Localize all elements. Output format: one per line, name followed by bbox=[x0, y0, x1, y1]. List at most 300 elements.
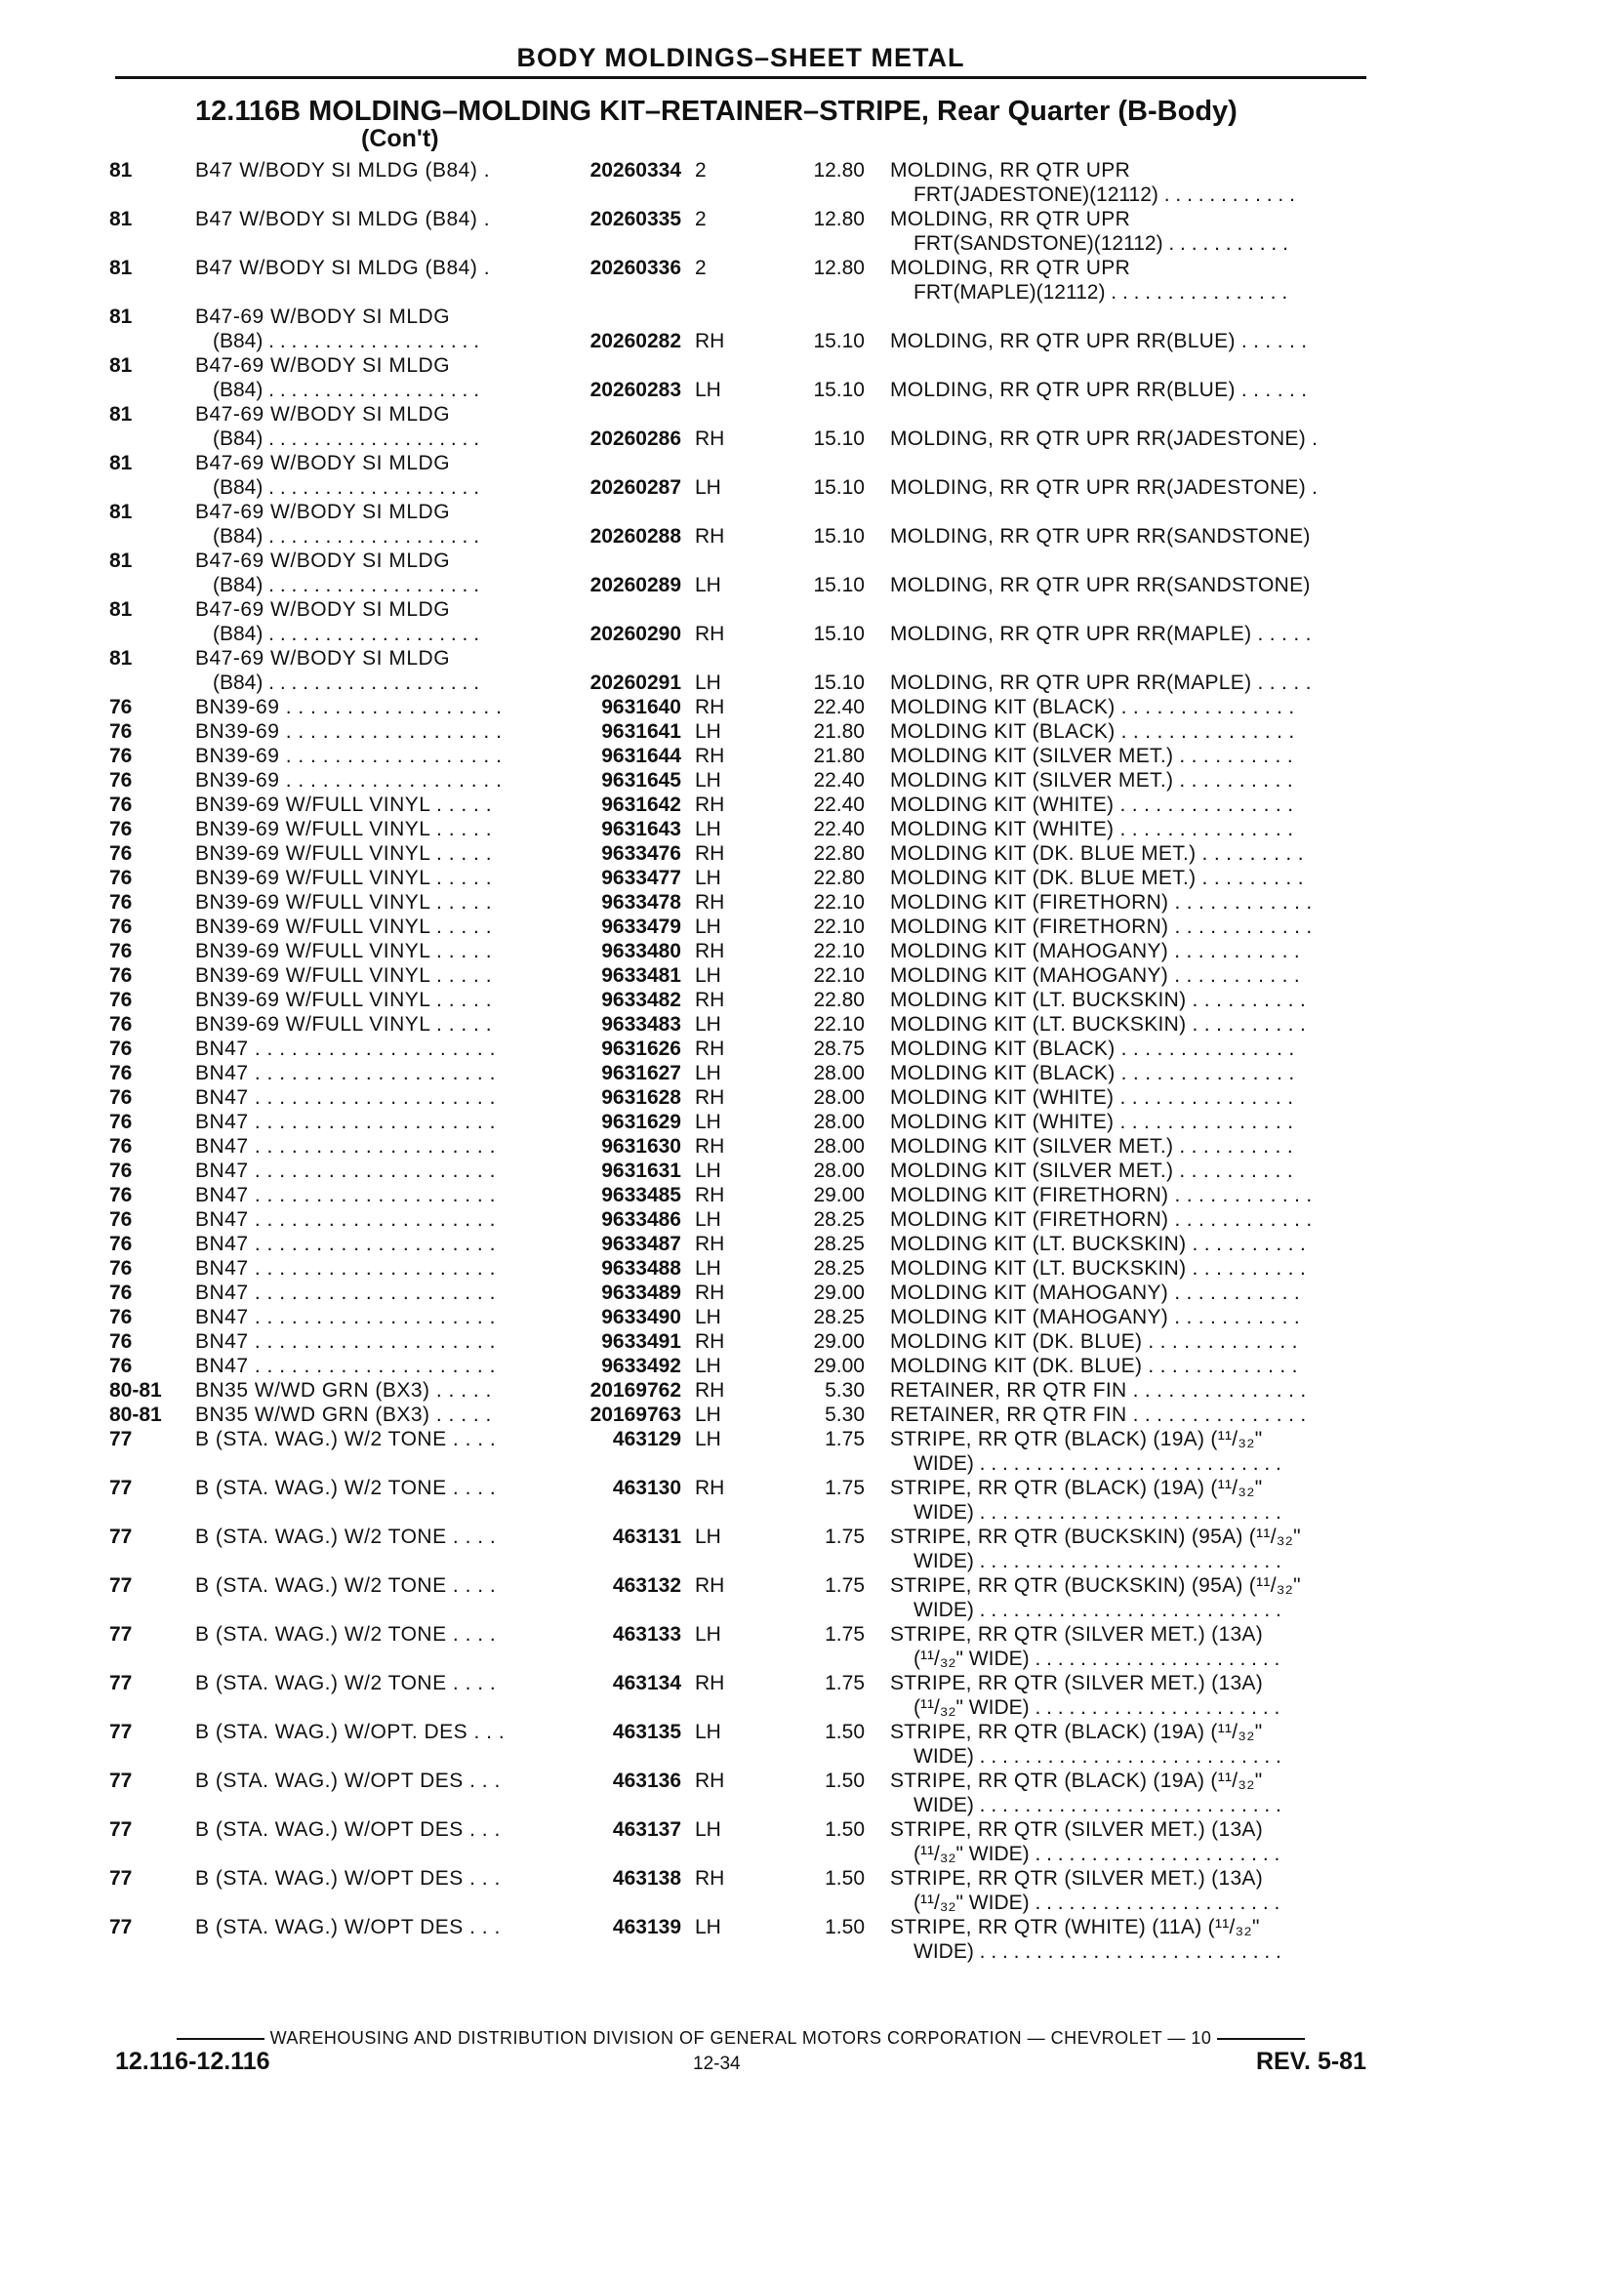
row-description-cont: WIDE) . . . . . . . . . . . . . . . . . . . . . . . . . . . bbox=[914, 1599, 1281, 1621]
row-part-number: 9633490 bbox=[601, 1306, 681, 1328]
row-description: STRIPE, RR QTR (BLACK) (19A) (¹¹/₃₂" bbox=[890, 1428, 1263, 1450]
table-row bbox=[0, 841, 1624, 866]
table-row bbox=[0, 719, 1624, 744]
row-key: 81 bbox=[109, 598, 133, 621]
row-model: BN39-69 W/FULL VINYL . . . . . bbox=[195, 1013, 493, 1036]
row-key: 76 bbox=[109, 1086, 133, 1109]
table-row bbox=[0, 866, 1624, 890]
row-part-number: 20260283 bbox=[589, 379, 681, 401]
row-model-cont: (B84) . . . . . . . . . . . . . . . . . . . bbox=[213, 525, 480, 548]
row-part-number: 9633482 bbox=[601, 989, 681, 1011]
row-key: 77 bbox=[109, 1477, 133, 1499]
row-side: RH bbox=[695, 1233, 725, 1255]
row-description: MOLDING KIT (WHITE) . . . . . . . . . . . . . . . bbox=[890, 1086, 1294, 1109]
row-part-number: 9633491 bbox=[601, 1330, 681, 1353]
row-key: 76 bbox=[109, 1306, 133, 1328]
row-part-number: 463136 bbox=[612, 1770, 681, 1792]
table-row bbox=[0, 988, 1624, 1012]
table-row bbox=[0, 1622, 1624, 1671]
row-description: MOLDING KIT (SILVER MET.) . . . . . . . . . . bbox=[890, 1160, 1293, 1182]
row-part-number: 9633489 bbox=[601, 1282, 681, 1304]
row-model-cont: (B84) . . . . . . . . . . . . . . . . . . . bbox=[213, 574, 480, 596]
row-price: 1.75 bbox=[825, 1623, 865, 1646]
row-price: 22.10 bbox=[813, 891, 865, 914]
row-model: BN47 . . . . . . . . . . . . . . . . . . . . bbox=[195, 1038, 496, 1060]
row-model: BN39-69 W/FULL VINYL . . . . . bbox=[195, 818, 493, 840]
row-model: BN47 . . . . . . . . . . . . . . . . . . . . bbox=[195, 1062, 496, 1084]
row-part-number: 20260336 bbox=[589, 257, 681, 279]
row-description: MOLDING KIT (LT. BUCKSKIN) . . . . . . . . . . bbox=[890, 989, 1307, 1011]
row-key: 76 bbox=[109, 1111, 133, 1133]
row-part-number: 9631631 bbox=[601, 1160, 681, 1182]
row-side: RH bbox=[695, 891, 725, 914]
row-side: LH bbox=[695, 1257, 721, 1280]
row-part-number: 20260288 bbox=[589, 525, 681, 548]
row-price: 12.80 bbox=[813, 159, 865, 182]
row-side: LH bbox=[695, 1428, 721, 1450]
row-key: 76 bbox=[109, 1160, 133, 1182]
row-key: 76 bbox=[109, 940, 133, 962]
row-side: LH bbox=[695, 1526, 721, 1548]
row-part-number: 9633479 bbox=[601, 916, 681, 938]
row-key: 77 bbox=[109, 1867, 133, 1890]
row-model-cont: (B84) . . . . . . . . . . . . . . . . . . . bbox=[213, 476, 480, 499]
row-part-number: 463138 bbox=[612, 1867, 681, 1890]
row-key: 76 bbox=[109, 842, 133, 865]
row-price: 22.10 bbox=[813, 1013, 865, 1036]
row-side: RH bbox=[695, 989, 725, 1011]
row-key: 81 bbox=[109, 550, 133, 572]
row-price: 22.80 bbox=[813, 867, 865, 889]
row-price: 22.10 bbox=[813, 916, 865, 938]
row-price: 15.10 bbox=[813, 476, 865, 499]
table-row bbox=[0, 1354, 1624, 1378]
row-model: B (STA. WAG.) W/2 TONE . . . . bbox=[195, 1623, 497, 1646]
row-price: 28.00 bbox=[813, 1062, 865, 1084]
row-model: B47 W/BODY SI MLDG (B84) . bbox=[195, 159, 491, 182]
row-description-cont: (¹¹/₃₂" WIDE) . . . . . . . . . . . . . . . . . . . . . . bbox=[914, 1843, 1280, 1865]
row-key: 80-81 bbox=[109, 1404, 162, 1426]
row-description: MOLDING KIT (MAHOGANY) . . . . . . . . . . . bbox=[890, 1306, 1301, 1328]
row-model: BN39-69 . . . . . . . . . . . . . . . . . . bbox=[195, 720, 503, 743]
row-description-cont: FRT(MAPLE)(12112) . . . . . . . . . . . . . . . . bbox=[914, 281, 1288, 304]
row-price: 15.10 bbox=[813, 330, 865, 352]
row-key: 77 bbox=[109, 1770, 133, 1792]
row-side: RH bbox=[695, 842, 725, 865]
row-part-number: 20260291 bbox=[589, 672, 681, 694]
table-row bbox=[0, 817, 1624, 841]
row-description: MOLDING KIT (DK. BLUE MET.) . . . . . . . . . bbox=[890, 842, 1304, 865]
row-side: LH bbox=[695, 1623, 721, 1646]
row-price: 1.50 bbox=[825, 1818, 865, 1841]
row-side: RH bbox=[695, 1086, 725, 1109]
row-price: 29.00 bbox=[813, 1330, 865, 1353]
row-price: 29.00 bbox=[813, 1184, 865, 1206]
row-model: BN39-69 W/FULL VINYL . . . . . bbox=[195, 940, 493, 962]
row-model: B (STA. WAG.) W/2 TONE . . . . bbox=[195, 1672, 497, 1694]
row-model: BN39-69 . . . . . . . . . . . . . . . . . . bbox=[195, 745, 503, 767]
row-description: STRIPE, RR QTR (BLACK) (19A) (¹¹/₃₂" bbox=[890, 1770, 1263, 1792]
row-description: STRIPE, RR QTR (SILVER MET.) (13A) bbox=[890, 1672, 1264, 1694]
row-key: 77 bbox=[109, 1623, 133, 1646]
row-description: STRIPE, RR QTR (BUCKSKIN) (95A) (¹¹/₃₂" bbox=[890, 1526, 1301, 1548]
row-price: 22.40 bbox=[813, 794, 865, 816]
row-part-number: 463130 bbox=[612, 1477, 681, 1499]
row-key: 76 bbox=[109, 1013, 133, 1036]
row-model: BN47 . . . . . . . . . . . . . . . . . . . . bbox=[195, 1355, 496, 1377]
table-row bbox=[0, 1134, 1624, 1159]
row-price: 5.30 bbox=[825, 1379, 865, 1402]
row-model: B (STA. WAG.) W/OPT DES . . . bbox=[195, 1916, 501, 1938]
row-model: B47-69 W/BODY SI MLDG bbox=[195, 403, 451, 426]
row-price: 28.25 bbox=[813, 1233, 865, 1255]
row-model: BN39-69 W/FULL VINYL . . . . . bbox=[195, 916, 493, 938]
row-model-cont: (B84) . . . . . . . . . . . . . . . . . . . bbox=[213, 672, 480, 694]
row-description-cont: WIDE) . . . . . . . . . . . . . . . . . . . . . . . . . . . bbox=[914, 1940, 1281, 1963]
row-part-number: 9631629 bbox=[601, 1111, 681, 1133]
row-price: 29.00 bbox=[813, 1355, 865, 1377]
row-side: LH bbox=[695, 1062, 721, 1084]
row-part-number: 9631643 bbox=[601, 818, 681, 840]
row-description: MOLDING KIT (LT. BUCKSKIN) . . . . . . . . . . bbox=[890, 1233, 1307, 1255]
row-key: 77 bbox=[109, 1818, 133, 1841]
row-description: MOLDING KIT (DK. BLUE MET.) . . . . . . . . . bbox=[890, 867, 1304, 889]
row-side: LH bbox=[695, 672, 721, 694]
row-part-number: 9633481 bbox=[601, 964, 681, 987]
row-model: B (STA. WAG.) W/2 TONE . . . . bbox=[195, 1428, 497, 1450]
row-key: 76 bbox=[109, 1282, 133, 1304]
table-row bbox=[0, 402, 1624, 451]
row-description: RETAINER, RR QTR FIN . . . . . . . . . . . . . . . bbox=[890, 1404, 1307, 1426]
row-key: 81 bbox=[109, 501, 133, 523]
row-model: B47-69 W/BODY SI MLDG bbox=[195, 452, 451, 474]
row-side: RH bbox=[695, 330, 725, 352]
row-key: 77 bbox=[109, 1916, 133, 1938]
row-model: BN39-69 . . . . . . . . . . . . . . . . . . bbox=[195, 696, 503, 718]
row-description: MOLDING KIT (WHITE) . . . . . . . . . . . . . . . bbox=[890, 818, 1294, 840]
row-price: 21.80 bbox=[813, 745, 865, 767]
row-price: 22.40 bbox=[813, 818, 865, 840]
row-model: B47-69 W/BODY SI MLDG bbox=[195, 354, 451, 377]
row-description: MOLDING, RR QTR UPR bbox=[890, 208, 1131, 230]
row-part-number: 463132 bbox=[612, 1574, 681, 1597]
row-key: 77 bbox=[109, 1672, 133, 1694]
row-side: RH bbox=[695, 1672, 725, 1694]
row-description: MOLDING, RR QTR UPR RR(BLUE) . . . . . . bbox=[890, 330, 1308, 352]
row-description: MOLDING, RR QTR UPR RR(SANDSTONE) bbox=[890, 525, 1311, 548]
row-part-number: 9631628 bbox=[601, 1086, 681, 1109]
table-row bbox=[0, 1817, 1624, 1866]
row-description: MOLDING KIT (MAHOGANY) . . . . . . . . . . . bbox=[890, 964, 1301, 987]
table-row bbox=[0, 1720, 1624, 1769]
row-description-cont: (¹¹/₃₂" WIDE) . . . . . . . . . . . . . . . . . . . . . . bbox=[914, 1696, 1280, 1719]
row-key: 77 bbox=[109, 1574, 133, 1597]
table-row bbox=[0, 1329, 1624, 1354]
row-description: STRIPE, RR QTR (BUCKSKIN) (95A) (¹¹/₃₂" bbox=[890, 1574, 1301, 1597]
row-side: RH bbox=[695, 1135, 725, 1158]
table-row bbox=[0, 915, 1624, 939]
row-part-number: 20260289 bbox=[589, 574, 681, 596]
row-side: LH bbox=[695, 1111, 721, 1133]
row-model: B (STA. WAG.) W/2 TONE . . . . bbox=[195, 1477, 497, 1499]
row-description-cont: WIDE) . . . . . . . . . . . . . . . . . . . . . . . . . . . bbox=[914, 1794, 1281, 1816]
row-price: 28.25 bbox=[813, 1257, 865, 1280]
row-description: MOLDING KIT (SILVER MET.) . . . . . . . . . . bbox=[890, 745, 1293, 767]
parts-table bbox=[0, 158, 1624, 1964]
row-model: BN39-69 W/FULL VINYL . . . . . bbox=[195, 989, 493, 1011]
row-price: 28.00 bbox=[813, 1160, 865, 1182]
row-model: BN47 . . . . . . . . . . . . . . . . . . . . bbox=[195, 1282, 496, 1304]
row-part-number: 9633486 bbox=[601, 1208, 681, 1231]
row-description: MOLDING KIT (SILVER MET.) . . . . . . . . . . bbox=[890, 769, 1293, 792]
row-part-number: 20260286 bbox=[589, 428, 681, 450]
row-key: 76 bbox=[109, 1330, 133, 1353]
table-row bbox=[0, 1769, 1624, 1817]
row-model: BN35 W/WD GRN (BX3) . . . . . bbox=[195, 1404, 492, 1426]
row-model: BN39-69 W/FULL VINYL . . . . . bbox=[195, 867, 493, 889]
table-row bbox=[0, 1061, 1624, 1085]
table-row bbox=[0, 890, 1624, 915]
row-price: 1.50 bbox=[825, 1867, 865, 1890]
row-description: MOLDING KIT (FIRETHORN) . . . . . . . . . . . . bbox=[890, 1208, 1313, 1231]
row-description: RETAINER, RR QTR FIN . . . . . . . . . . . . . . . bbox=[890, 1379, 1307, 1402]
row-part-number: 20260282 bbox=[589, 330, 681, 352]
row-key: 77 bbox=[109, 1721, 133, 1743]
table-row bbox=[0, 1427, 1624, 1476]
row-part-number: 9633485 bbox=[601, 1184, 681, 1206]
table-row bbox=[0, 1403, 1624, 1427]
table-row bbox=[0, 158, 1624, 207]
row-model: B47 W/BODY SI MLDG (B84) . bbox=[195, 257, 491, 279]
row-key: 81 bbox=[109, 208, 133, 230]
row-description-cont: (¹¹/₃₂" WIDE) . . . . . . . . . . . . . . . . . . . . . . bbox=[914, 1892, 1280, 1914]
row-price: 1.75 bbox=[825, 1477, 865, 1499]
row-price: 1.50 bbox=[825, 1770, 865, 1792]
row-side: RH bbox=[695, 1574, 725, 1597]
row-model: B47 W/BODY SI MLDG (B84) . bbox=[195, 208, 491, 230]
row-side: LH bbox=[695, 720, 721, 743]
row-description: MOLDING KIT (BLACK) . . . . . . . . . . . . . . . bbox=[890, 1038, 1295, 1060]
row-model: BN47 . . . . . . . . . . . . . . . . . . . . bbox=[195, 1233, 496, 1255]
table-row bbox=[0, 1110, 1624, 1134]
table-row bbox=[0, 1256, 1624, 1281]
row-key: 76 bbox=[109, 696, 133, 718]
row-price: 1.75 bbox=[825, 1574, 865, 1597]
row-price: 1.75 bbox=[825, 1428, 865, 1450]
table-row bbox=[0, 1915, 1624, 1964]
row-key: 76 bbox=[109, 720, 133, 743]
row-description: MOLDING, RR QTR UPR RR(MAPLE) . . . . . bbox=[890, 623, 1312, 645]
row-model: BN39-69 W/FULL VINYL . . . . . bbox=[195, 842, 493, 865]
row-price: 28.00 bbox=[813, 1111, 865, 1133]
row-price: 22.40 bbox=[813, 769, 865, 792]
row-description: STRIPE, RR QTR (BLACK) (19A) (¹¹/₃₂" bbox=[890, 1477, 1263, 1499]
row-part-number: 20260290 bbox=[589, 623, 681, 645]
row-description: MOLDING KIT (WHITE) . . . . . . . . . . . . . . . bbox=[890, 794, 1294, 816]
row-price: 21.80 bbox=[813, 720, 865, 743]
row-model: B (STA. WAG.) W/OPT. DES . . . bbox=[195, 1721, 506, 1743]
row-part-number: 9633487 bbox=[601, 1233, 681, 1255]
footer-page-number: 12-34 bbox=[693, 2054, 741, 2074]
row-description: MOLDING, RR QTR UPR bbox=[890, 159, 1131, 182]
table-row bbox=[0, 793, 1624, 817]
row-price: 28.00 bbox=[813, 1135, 865, 1158]
row-model: BN39-69 W/FULL VINYL . . . . . bbox=[195, 794, 493, 816]
footer-section-range: 12.116-12.116 bbox=[115, 2048, 270, 2075]
row-price: 22.10 bbox=[813, 964, 865, 987]
row-price: 1.75 bbox=[825, 1526, 865, 1548]
footer-rule-left bbox=[177, 2038, 264, 2040]
table-row bbox=[0, 500, 1624, 549]
row-side: LH bbox=[695, 1818, 721, 1841]
row-description-cont: WIDE) . . . . . . . . . . . . . . . . . . . . . . . . . . . bbox=[914, 1452, 1281, 1475]
row-part-number: 463135 bbox=[612, 1721, 681, 1743]
row-key: 76 bbox=[109, 1355, 133, 1377]
row-description: STRIPE, RR QTR (BLACK) (19A) (¹¹/₃₂" bbox=[890, 1721, 1263, 1743]
row-side: RH bbox=[695, 428, 725, 450]
row-price: 15.10 bbox=[813, 525, 865, 548]
table-row bbox=[0, 256, 1624, 305]
row-model: BN47 . . . . . . . . . . . . . . . . . . . . bbox=[195, 1184, 496, 1206]
row-key: 76 bbox=[109, 1184, 133, 1206]
row-model: BN35 W/WD GRN (BX3) . . . . . bbox=[195, 1379, 492, 1402]
row-key: 76 bbox=[109, 745, 133, 767]
row-model: B47-69 W/BODY SI MLDG bbox=[195, 501, 451, 523]
row-model-cont: (B84) . . . . . . . . . . . . . . . . . . . bbox=[213, 428, 480, 450]
table-row bbox=[0, 1183, 1624, 1207]
row-part-number: 9633483 bbox=[601, 1013, 681, 1036]
row-key: 76 bbox=[109, 818, 133, 840]
row-side: RH bbox=[695, 794, 725, 816]
row-side: RH bbox=[695, 1184, 725, 1206]
row-part-number: 20260334 bbox=[589, 159, 681, 182]
row-side: LH bbox=[695, 964, 721, 987]
row-price: 15.10 bbox=[813, 428, 865, 450]
row-part-number: 9631641 bbox=[601, 720, 681, 743]
row-side: RH bbox=[695, 745, 725, 767]
row-price: 15.10 bbox=[813, 574, 865, 596]
row-description: STRIPE, RR QTR (SILVER MET.) (13A) bbox=[890, 1818, 1264, 1841]
row-key: 81 bbox=[109, 403, 133, 426]
footer-division bbox=[115, 2028, 1366, 2049]
row-key: 76 bbox=[109, 1257, 133, 1280]
row-key: 76 bbox=[109, 989, 133, 1011]
row-part-number: 9631642 bbox=[601, 794, 681, 816]
row-description: MOLDING, RR QTR UPR RR(SANDSTONE) bbox=[890, 574, 1311, 596]
row-price: 12.80 bbox=[813, 257, 865, 279]
row-description-cont: FRT(SANDSTONE)(12112) . . . . . . . . . . . bbox=[914, 232, 1288, 255]
row-side: RH bbox=[695, 623, 725, 645]
row-side: LH bbox=[695, 1355, 721, 1377]
header-rule bbox=[115, 76, 1366, 79]
table-row bbox=[0, 939, 1624, 963]
row-description: MOLDING KIT (FIRETHORN) . . . . . . . . . . . . bbox=[890, 1184, 1313, 1206]
row-description-cont: WIDE) . . . . . . . . . . . . . . . . . . . . . . . . . . . bbox=[914, 1745, 1281, 1768]
row-key: 76 bbox=[109, 1062, 133, 1084]
row-key: 81 bbox=[109, 305, 133, 328]
row-price: 28.75 bbox=[813, 1038, 865, 1060]
table-row bbox=[0, 1476, 1624, 1525]
table-row bbox=[0, 305, 1624, 353]
row-part-number: 9633480 bbox=[601, 940, 681, 962]
table-row bbox=[0, 744, 1624, 768]
row-model-cont: (B84) . . . . . . . . . . . . . . . . . . . bbox=[213, 379, 480, 401]
row-key: 76 bbox=[109, 1038, 133, 1060]
table-row bbox=[0, 1207, 1624, 1232]
row-side: RH bbox=[695, 1770, 725, 1792]
row-model: B47-69 W/BODY SI MLDG bbox=[195, 550, 451, 572]
row-model: BN47 . . . . . . . . . . . . . . . . . . . . bbox=[195, 1306, 496, 1328]
row-key: 76 bbox=[109, 769, 133, 792]
row-key: 76 bbox=[109, 867, 133, 889]
row-key: 76 bbox=[109, 964, 133, 987]
row-side: LH bbox=[695, 574, 721, 596]
footer-rule-right bbox=[1217, 2038, 1305, 2040]
row-price: 1.50 bbox=[825, 1721, 865, 1743]
row-side: RH bbox=[695, 525, 725, 548]
row-side: RH bbox=[695, 1330, 725, 1353]
row-model: BN47 . . . . . . . . . . . . . . . . . . . . bbox=[195, 1330, 496, 1353]
row-key: 81 bbox=[109, 159, 133, 182]
row-model: BN47 . . . . . . . . . . . . . . . . . . . . bbox=[195, 1135, 496, 1158]
row-price: 28.25 bbox=[813, 1208, 865, 1231]
row-price: 22.10 bbox=[813, 940, 865, 962]
table-row bbox=[0, 1866, 1624, 1915]
row-key: 77 bbox=[109, 1526, 133, 1548]
row-side: LH bbox=[695, 1160, 721, 1182]
row-side: RH bbox=[695, 1038, 725, 1060]
table-row bbox=[0, 353, 1624, 402]
row-side: RH bbox=[695, 696, 725, 718]
row-description: MOLDING KIT (DK. BLUE) . . . . . . . . . . . . . bbox=[890, 1355, 1298, 1377]
row-side: RH bbox=[695, 1477, 725, 1499]
table-row bbox=[0, 1037, 1624, 1061]
table-row bbox=[0, 207, 1624, 256]
row-description: MOLDING KIT (BLACK) . . . . . . . . . . . . . . . bbox=[890, 720, 1295, 743]
table-row bbox=[0, 1012, 1624, 1037]
row-side: LH bbox=[695, 818, 721, 840]
row-model: B47-69 W/BODY SI MLDG bbox=[195, 647, 451, 670]
row-price: 1.50 bbox=[825, 1916, 865, 1938]
row-key: 76 bbox=[109, 1233, 133, 1255]
row-model: BN47 . . . . . . . . . . . . . . . . . . . . bbox=[195, 1111, 496, 1133]
row-side: RH bbox=[695, 1379, 725, 1402]
row-description: MOLDING KIT (MAHOGANY) . . . . . . . . . . . bbox=[890, 1282, 1301, 1304]
row-model: B47-69 W/BODY SI MLDG bbox=[195, 305, 451, 328]
row-description: MOLDING KIT (SILVER MET.) . . . . . . . . . . bbox=[890, 1135, 1293, 1158]
row-side: LH bbox=[695, 1013, 721, 1036]
row-price: 28.00 bbox=[813, 1086, 865, 1109]
row-part-number: 20169762 bbox=[589, 1379, 681, 1402]
row-description-cont: (¹¹/₃₂" WIDE) . . . . . . . . . . . . . . . . . . . . . . bbox=[914, 1648, 1280, 1670]
row-side: LH bbox=[695, 1721, 721, 1743]
row-key: 77 bbox=[109, 1428, 133, 1450]
row-part-number: 463134 bbox=[612, 1672, 681, 1694]
table-row bbox=[0, 1305, 1624, 1329]
row-description: MOLDING KIT (FIRETHORN) . . . . . . . . . . . . bbox=[890, 916, 1313, 938]
row-key: 81 bbox=[109, 452, 133, 474]
table-row bbox=[0, 1671, 1624, 1720]
row-model: B47-69 W/BODY SI MLDG bbox=[195, 598, 451, 621]
row-part-number: 9633478 bbox=[601, 891, 681, 914]
row-description: STRIPE, RR QTR (WHITE) (11A) (¹¹/₃₂" bbox=[890, 1916, 1260, 1938]
row-part-number: 9633488 bbox=[601, 1257, 681, 1280]
page-header: BODY MOLDINGS–SHEET METAL bbox=[516, 43, 965, 72]
row-part-number: 9631644 bbox=[601, 745, 681, 767]
row-model-cont: (B84) . . . . . . . . . . . . . . . . . . . bbox=[213, 623, 480, 645]
row-description: MOLDING KIT (LT. BUCKSKIN) . . . . . . . . . . bbox=[890, 1257, 1307, 1280]
row-model: BN47 . . . . . . . . . . . . . . . . . . . . bbox=[195, 1160, 496, 1182]
